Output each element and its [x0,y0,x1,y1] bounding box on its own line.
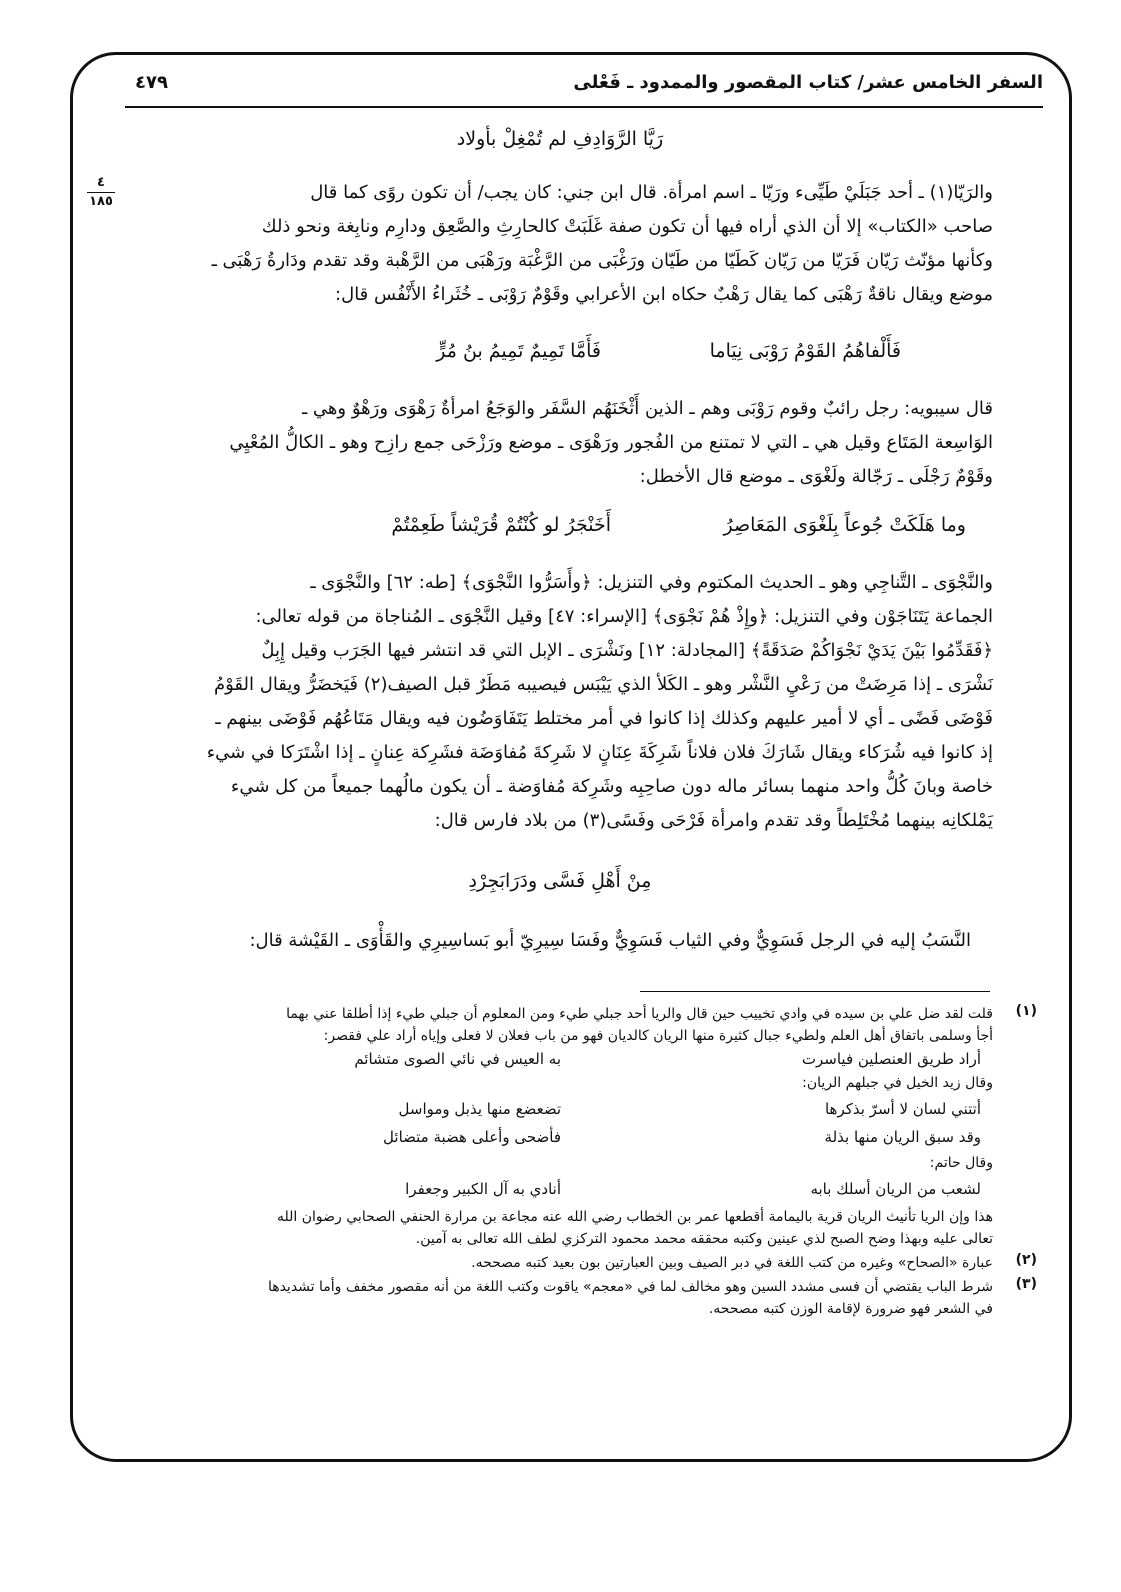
footnote-verse-left: فأضحى وأعلى هضبة متضائل [383,1128,561,1146]
verse-hemistich-left: فَأَلْفاهُمُ القَوْمُ رَوْبَى نِيَاما [709,340,901,362]
text-line: يَمْلكانِه بينهما مُخْتَلِطاً وقد تقدم وامرأة فَرْحَى وفَسًى(٣) من بلاد فارس قال: [434,810,993,831]
text-line: خاصة وبانَ كُلُّ واحد منهما بسائر ماله دون صاحِبِه وشَرِكة مُفاوَضة ـ أن يكون مالُهما جميعاً من كل شيء [230,776,993,797]
footnote-verse-left: لشعب من الريان أسلك بابه [810,1180,981,1198]
footnote-verse-left: به العيس في نائي الصوى متشائم [354,1050,561,1068]
footnote-line: تعالى عليه وبهذا وضح الصبح لذي عينين وكتبه محققه محمد محمود التركزي لطف الله تعالى به آمين. [415,1231,993,1247]
text-line: فَوْضَى فَضًى ـ أي لا أمير عليهم وكذلك إذا كانوا في أمر مختلط يَتَفَاوَضُون فيه ويقال مَتَاعُهُم فَوْضَى بينهم ـ [215,708,993,729]
text-line: والرَيّا(١) ـ أحد جَبَلَيْ طَيِّىء ورَيّا ـ اسم امرأة. قال ابن جني: كان يجب/ أن تكون روًى كما قال [310,182,993,203]
verse-hemistich-left: وما هَلَكَتْ جُوعاً بِلَغْوَى المَعَاصِرُ [723,514,966,536]
footnote-number: (٣) [1015,1276,1037,1292]
verse-line: مِنْ أَهْلِ فَسَّى ودَرَابَجِرْدِ [468,870,652,892]
footnote-number: (١) [1015,1003,1037,1019]
margin-reference-top: ٤ [97,175,105,190]
footnote-line: وقال حاتم: [929,1155,993,1171]
text-line: وكأنها مؤنّث رَيّان فَرَيّا من رَيّان كَطَيّا من طَيّان ورَغْبَى من الرَّغْبَة ورَهْبَى من الرَّهْبة وقد تقدم ودَارةُ رَهْبَى ـ [211,250,993,271]
margin-reference [84,175,118,210]
text-line: ﴿فَقَدِّمُوا بَيْنَ يَدَيْ نَجْوَاكُمْ صَدَقَةً﴾ [المجادلة: ١٢] ونَشْرَى ـ الإبل التي قد انتشر فيها الجَرَب وقيل إِبِلٌ [261,640,993,661]
footnote-line: في الشعر فهو ضرورة لإقامة الوزن كتبه مصححه. [708,1301,993,1317]
footnote-line: وقال زيد الخيل في جبلهم الريان: [802,1075,993,1091]
footnote-verse-right: أراد طريق العنصلين فياسرت [801,1050,981,1068]
text-line: موضع ويقال ناقةٌ رَهْبَى كما يقال رَهْبٌ حكاه ابن الأعرابي وقَوْمٌ رَوْبَى ـ خُثَراءُ الأَنْفُس قال: [335,284,993,305]
text-line: الوَاسِعة المَتَاع وقيل هي ـ التي لا تمتنع من الفُجور ورَهْوَى ـ موضع ورَزْحَى جمع رازِح وهو ـ الكالُّ المُعْيِي [229,432,993,453]
footnote-verse-left: تضعضع منها يذبل ومواسل [398,1100,561,1118]
footnote-verse-right: أنادي به آل الكبير وجعفرا [405,1180,561,1198]
footnote-separator [640,991,990,992]
verse-hemistich-right: فَأَمَّا تَمِيمٌ تَمِيمُ بنُ مُرٍّ [436,340,601,362]
text-line: صاحب «الكتاب» إلا أن الذي أراه فيها أن تكون صفة غَلَبَتْ كالحارِثِ والصَّعِق ودارِم ونابِغة ونحو ذلك [261,216,993,237]
footnote-line: هذا وإن الريا تأنيث الريان قرية باليمامة أقطعها عمر بن الخطاب رضي الله عنه مجاعة بن مرارة الحنفي الصحابي رضوان الله [277,1209,993,1225]
footnote-line: عبارة «الصحاح» وغيره من كتب اللغة في دبر الصيف وبين العبارتين بون بعيد كتبه مصححه. [471,1255,993,1271]
header-rule [125,106,1043,108]
footnote-verse-right: أتتني لسان لا أسرّ بذكرها [824,1100,981,1118]
footnote-line: أجأ وسلمى باتفاق أهل العلم ولطيء جبال كثيرة منها الريان كالديان فهو من باب فعلان لا فعلى وإياه أراد علي فقصر: [323,1028,993,1044]
footnote-number: (٢) [1015,1252,1037,1268]
running-header [125,66,1043,106]
text-line: إذ كانوا فيه شُرَكاء ويقال شَارَكَ فلان فلاناً شَرِكَةَ عِنَانٍ لا شَرِكةَ مُفاوَضَة فشَرِكة عِنانٍ ـ إذا اشْتَرَكا في شيء [206,742,993,763]
margin-reference-bar [87,192,115,193]
text-line: وقَوْمٌ رَجْلَى ـ رَجّالة ولَغْوَى ـ موضع قال الأخطل: [639,466,993,487]
text-line: الجماعة يَتَنَاجَوْن وفي التنزيل: ﴿وإِذْ هُمْ نَجْوَى﴾ [الإسراء: ٤٧] وقيل النَّجْوَى ـ المُناجاة من قوله تعالى: [255,606,993,627]
footnote-line: قلت لقد ضل علي بن سيده في وادي تخييب حين قال والريا أحد جبلي طيء ومن المعلوم أن جبلي طيء إذا أطلقا عني بهما [286,1006,993,1022]
header-title: السفر الخامس عشر/ كتاب المقصور والممدود ـ فَعْلى [573,72,1043,93]
footnote-verse-right: وقد سبق الريان منها بذلة [824,1128,981,1146]
verse-line: رَيَّا الرَّوَادِفِ لم تُمْغِلْ بأولاد [456,128,664,150]
footnote-line: شرط الباب يقتضي أن فسى مشدد السين وهو مخالف لما في «معجم» ياقوت وكتب اللغة من أنه مقصور مخفف وأما تشديدها [267,1279,993,1295]
text-line: النَّسَبُ إليه في الرجل فَسَوِيٌّ وفي الثياب فَسَوِيٌّ وفَسَا سِيرِيّ أبو بَساسِيرِي والقَأْوَى ـ القَيْشة قال: [249,930,971,951]
margin-reference-bottom: ١٨٥ [89,194,113,209]
text-line: نَشْرَى ـ إذا مَرِضَتْ من رَعْيِ النَّشْر وهو ـ الكَلأ الذي يَيْبَس فيصيبه مَطَرٌ قبل الصيف(٢) فَيَخضَرُّ ويقال القَوْمُ [213,674,993,695]
verse-hemistich-right: أَخَنْجَرُ لو كُنْتُمْ قُرَيْشاً طَعِمْتُمْ [391,514,611,536]
text-line: والنَّجْوَى ـ التَّناجِي وهو ـ الحديث المكتوم وفي التنزيل: ﴿وأَسَرُّوا النَّجْوَى﴾ [طه: ٦٢] والنَّجْوَى ـ [310,572,993,593]
text-line: قال سيبويه: رجل رائبٌ وقوم رَوْبَى وهم ـ الذين أَثْخَنَهُم السَّفَر والوَجَعُ امرأةٌ رَهْوَى ورَهْوٌ وهي ـ [301,398,993,419]
page-number: ٤٧٩ [135,72,168,93]
